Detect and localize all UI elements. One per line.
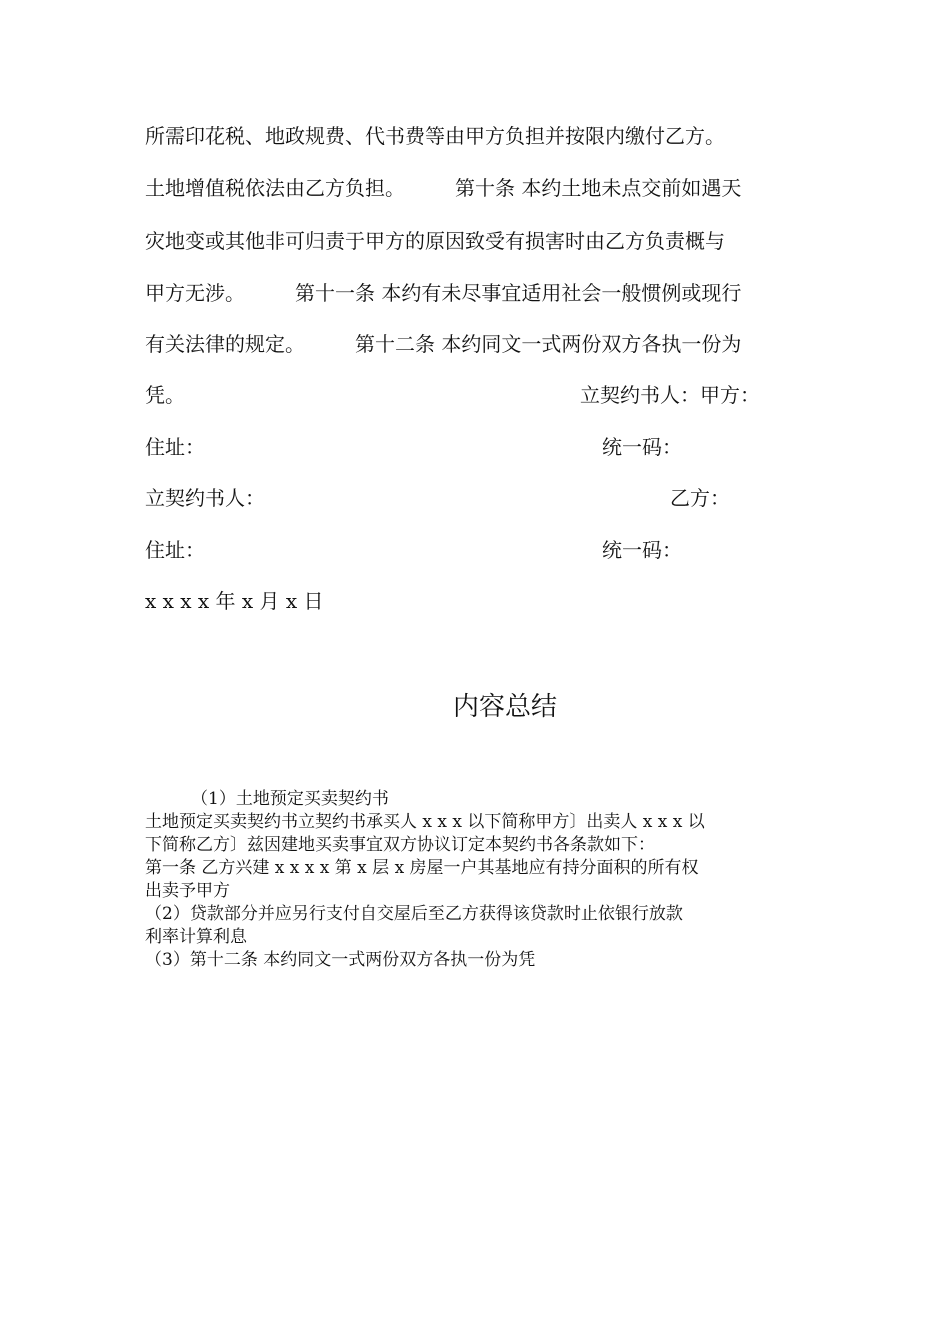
code-a-label: 统一码： (602, 435, 682, 459)
summary-item-1-title: （1）土地预定买卖契约书 (191, 789, 389, 809)
summary-item-1-line-2: 下简称乙方〕兹因建地买卖事宜双方协议订定本契约书各条款如下： (145, 835, 655, 855)
address-a-label: 住址： (145, 435, 205, 459)
paragraph-line-2: 土地增值税依法由乙方负担。 第十条 本约土地未点交前如遇天 (145, 176, 742, 200)
summary-block (145, 788, 815, 972)
paragraph-line-5: 有关法律的规定。 第十二条 本约同文一式两份双方各执一份为 (145, 332, 742, 356)
closing-text: 凭。 (145, 383, 185, 407)
summary-item-1-line-4: 出卖予甲方 (145, 881, 230, 901)
summary-item-1-line-1: 土地预定买卖契约书立契约书承买人 x x x 以下简称甲方〕出卖人 x x x 以 (145, 812, 705, 832)
date-line: x x x x 年 x 月 x 日 (145, 589, 324, 613)
party-b-label: 乙方： (670, 486, 730, 510)
paragraph-line-4: 甲方无涉。 第十一条 本约有未尽事宜适用社会一般惯例或现行 (145, 281, 742, 305)
code-b-label: 统一码： (602, 538, 682, 562)
signer-party-a-label: 立契约书人：甲方： (580, 383, 760, 407)
summary-item-2-line-1: （2）贷款部分并应另行支付自交屋后至乙方获得该贷款时止依银行放款 (145, 904, 683, 924)
summary-item-3: （3）第十二条 本约同文一式两份双方各执一份为凭 (145, 950, 536, 970)
summary-heading: 内容总结 (452, 692, 557, 722)
summary-item-2-line-2: 利率计算利息 (145, 927, 247, 947)
paragraph-line-1: 所需印花税、地政规费、代书费等由甲方负担并按限内缴付乙方。 (145, 124, 725, 148)
paragraph-line-3: 灾地变或其他非可归责于甲方的原因致受有损害时由乙方负责概与 (145, 229, 725, 253)
address-b-label: 住址： (145, 538, 205, 562)
summary-item-1-line-3: 第一条 乙方兴建 x x x x 第 x 层 x 房屋一户其基地应有持分面积的所有权 (145, 858, 699, 878)
signer-b-label: 立契约书人： (145, 486, 265, 510)
